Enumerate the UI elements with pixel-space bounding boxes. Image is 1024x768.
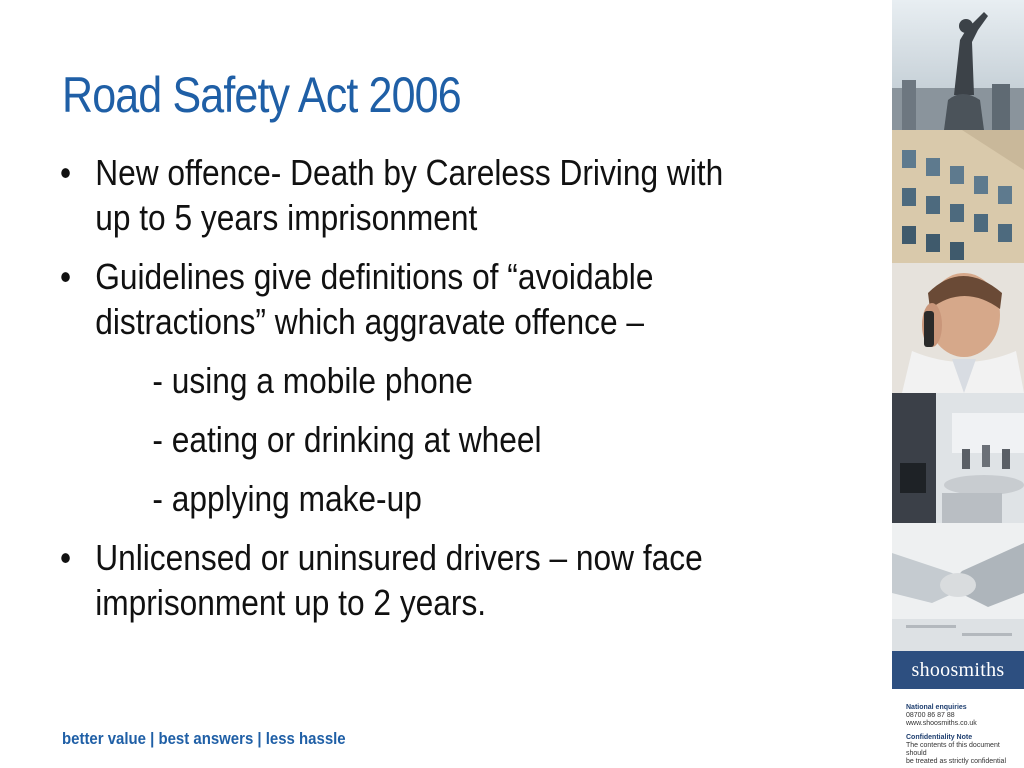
- contact-info: [906, 704, 1021, 766]
- bullet-marker: •: [60, 152, 72, 193]
- bullet-marker: •: [60, 256, 72, 297]
- man-on-phone-photo: [892, 263, 1024, 393]
- website: www.shoosmiths.co.uk: [906, 720, 977, 727]
- sub-item: - using a mobile phone: [152, 360, 473, 401]
- sub-item: - applying make-up: [152, 478, 422, 519]
- enquiries-heading: National enquiries: [906, 704, 967, 711]
- confidentiality-heading: Confidentiality Note: [906, 734, 973, 741]
- bullet-item: [60, 150, 887, 240]
- bullet-marker: •: [60, 537, 72, 578]
- brand-name: shoosmiths: [911, 658, 1005, 681]
- brand-logo: [892, 651, 1024, 689]
- confidentiality-text: be treated as strictly confidential: [906, 758, 1006, 765]
- meeting-room-photo: [892, 393, 1024, 523]
- handshake-photo: [892, 523, 1024, 651]
- photo-strip: [892, 0, 1024, 688]
- slide-title: Road Safety Act 2006: [62, 67, 461, 123]
- bullet-line: up to 5 years imprisonment: [95, 197, 478, 238]
- slide-body: [60, 150, 880, 639]
- bullet-item: [60, 254, 887, 344]
- bullet-item: [60, 535, 887, 625]
- bullet-line: Guidelines give definitions of “avoidable: [95, 256, 654, 297]
- bullet-line: New offence- Death by Careless Driving with: [95, 152, 724, 193]
- confidentiality-text: The contents of this document should: [906, 742, 1000, 757]
- office-building-photo: [892, 130, 1024, 263]
- footer-tagline: better value | best answers | less hassle: [62, 729, 346, 748]
- bullet-line: distractions” which aggravate offence –: [95, 301, 645, 342]
- bullet-line: Unlicensed or uninsured drivers – now face: [95, 537, 703, 578]
- phone-number: 08700 86 87 88: [906, 712, 955, 719]
- business-person-statue-photo: [892, 0, 1024, 130]
- sub-item: - eating or drinking at wheel: [152, 419, 542, 460]
- bullet-line: imprisonment up to 2 years.: [95, 582, 487, 623]
